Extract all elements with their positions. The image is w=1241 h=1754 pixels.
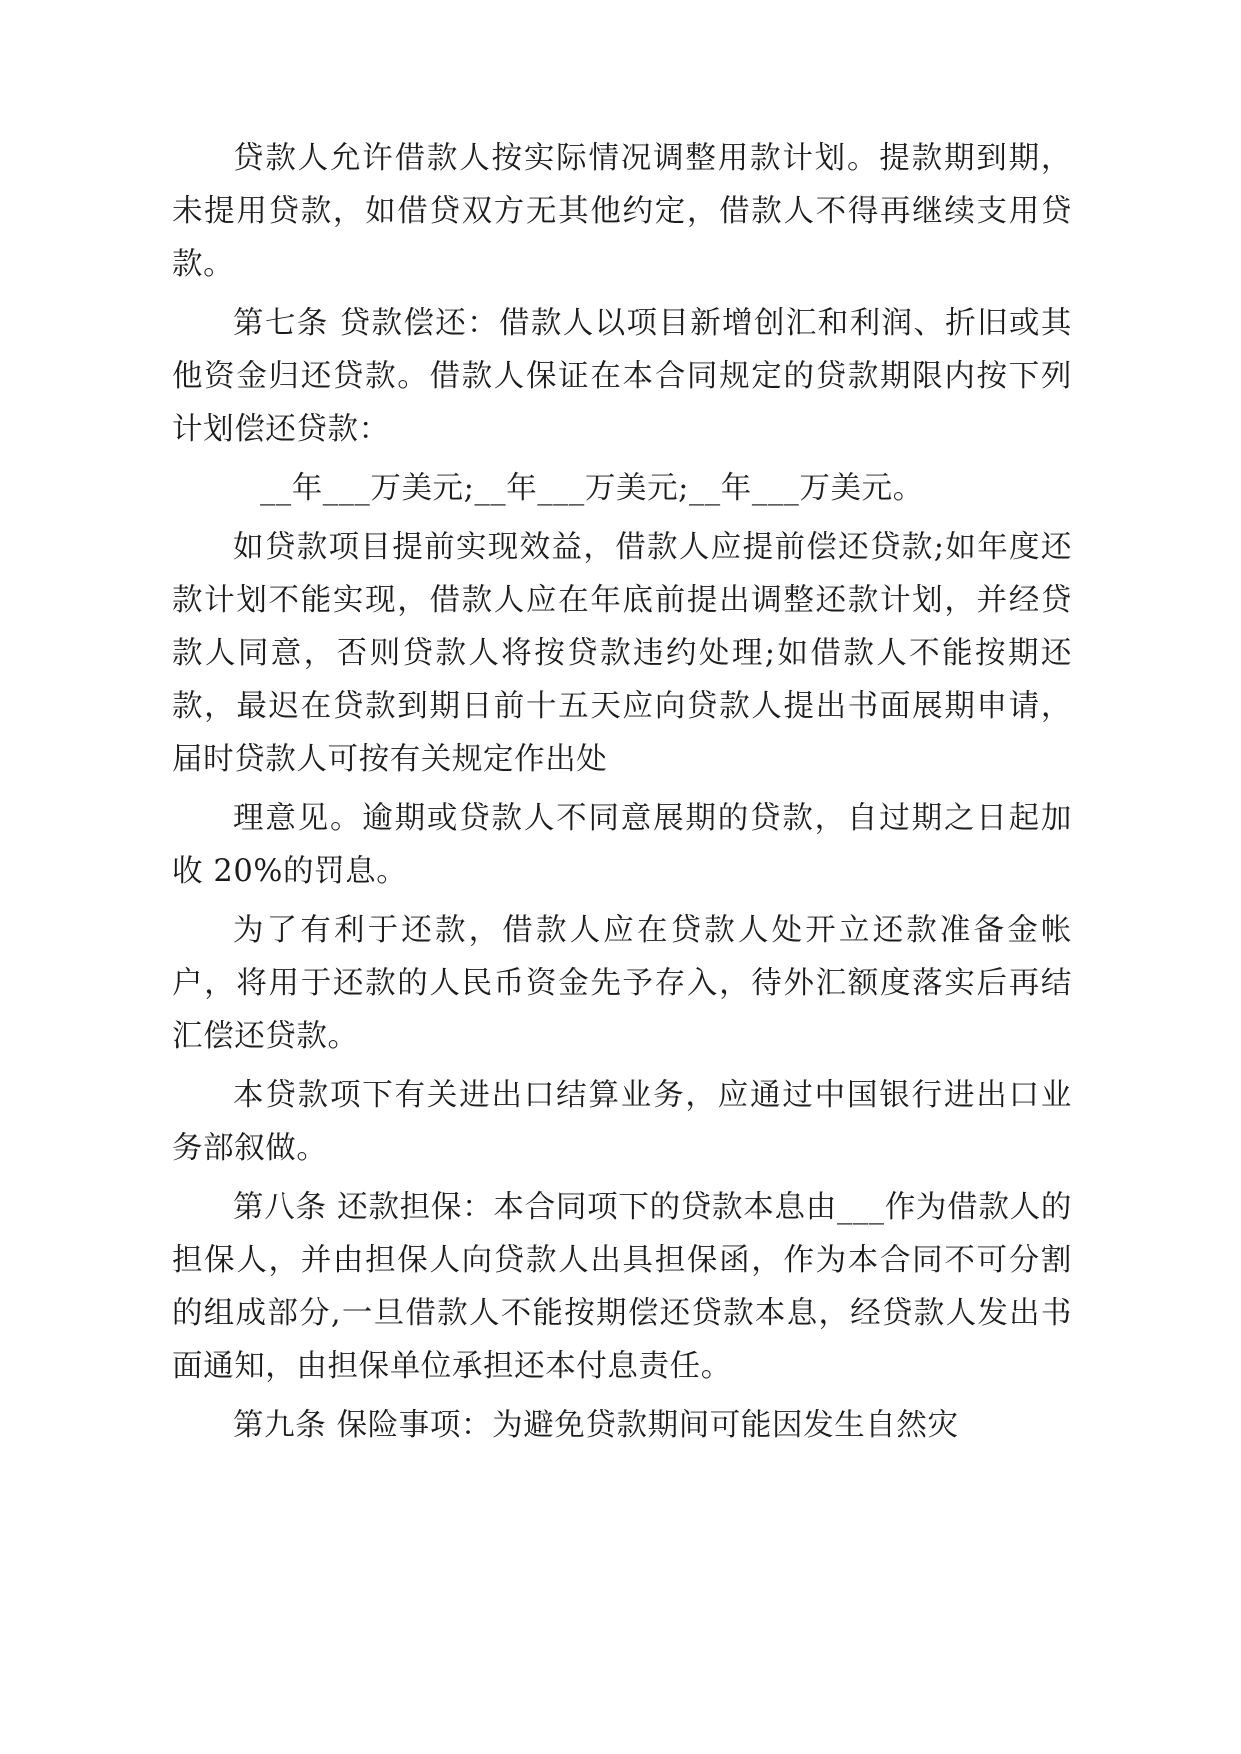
paragraph-penalty-interest: 理意见。逾期或贷款人不同意展期的贷款，自过期之日起加收 20%的罚息。: [172, 801, 1072, 889]
paragraph-early-repayment: 如贷款项目提前实现效益，借款人应提前偿还贷款;如年度还款计划不能实现，借款人应在年底前提出调整还款计划，并经贷款人同意，否则贷款人将按贷款违约处理;如借款人不能按期还款，最迟在贷款到期日前十五天应向贷款人提出书面展期申请，届时贷款人可按有关规定作出处: [172, 530, 1072, 777]
paragraph-settlement-business: 本贷款项下有关进出口结算业务，应通过中国银行进出口业务部叙做。: [172, 1078, 1072, 1166]
document-body: [172, 132, 1072, 1458]
paragraph-1: 贷款人允许借款人按实际情况调整用款计划。提款期到期，未提用贷款，如借贷双方无其他约定，借款人不得再继续支用贷款。: [172, 141, 1072, 282]
paragraph-article-eight: 第八条 还款担保：本合同项下的贷款本息由___作为借款人的担保人，并由担保人向贷款人出具担保函，作为本合同不可分割的组成部分,一旦借款人不能按期偿还贷款本息，经贷款人发出书面通知，由担保单位承担还本付息责任。: [172, 1190, 1072, 1384]
paragraph-article-seven: 第七条 贷款偿还：借款人以项目新增创汇和利润、折旧或其他资金归还贷款。借款人保证在本合同规定的贷款期限内按下列计划偿还贷款：: [172, 306, 1072, 447]
paragraph-repayment-account: 为了有利于还款，借款人应在贷款人处开立还款准备金帐户，将用于还款的人民币资金先予存入，待外汇额度落实后再结汇偿还贷款。: [172, 913, 1072, 1054]
paragraph-article-nine: 第九条 保险事项：为避免贷款期间可能因发生自然灾: [233, 1408, 959, 1443]
paragraph-repayment-blanks: __年___万美元;__年___万美元;__年___万美元。: [260, 471, 924, 506]
